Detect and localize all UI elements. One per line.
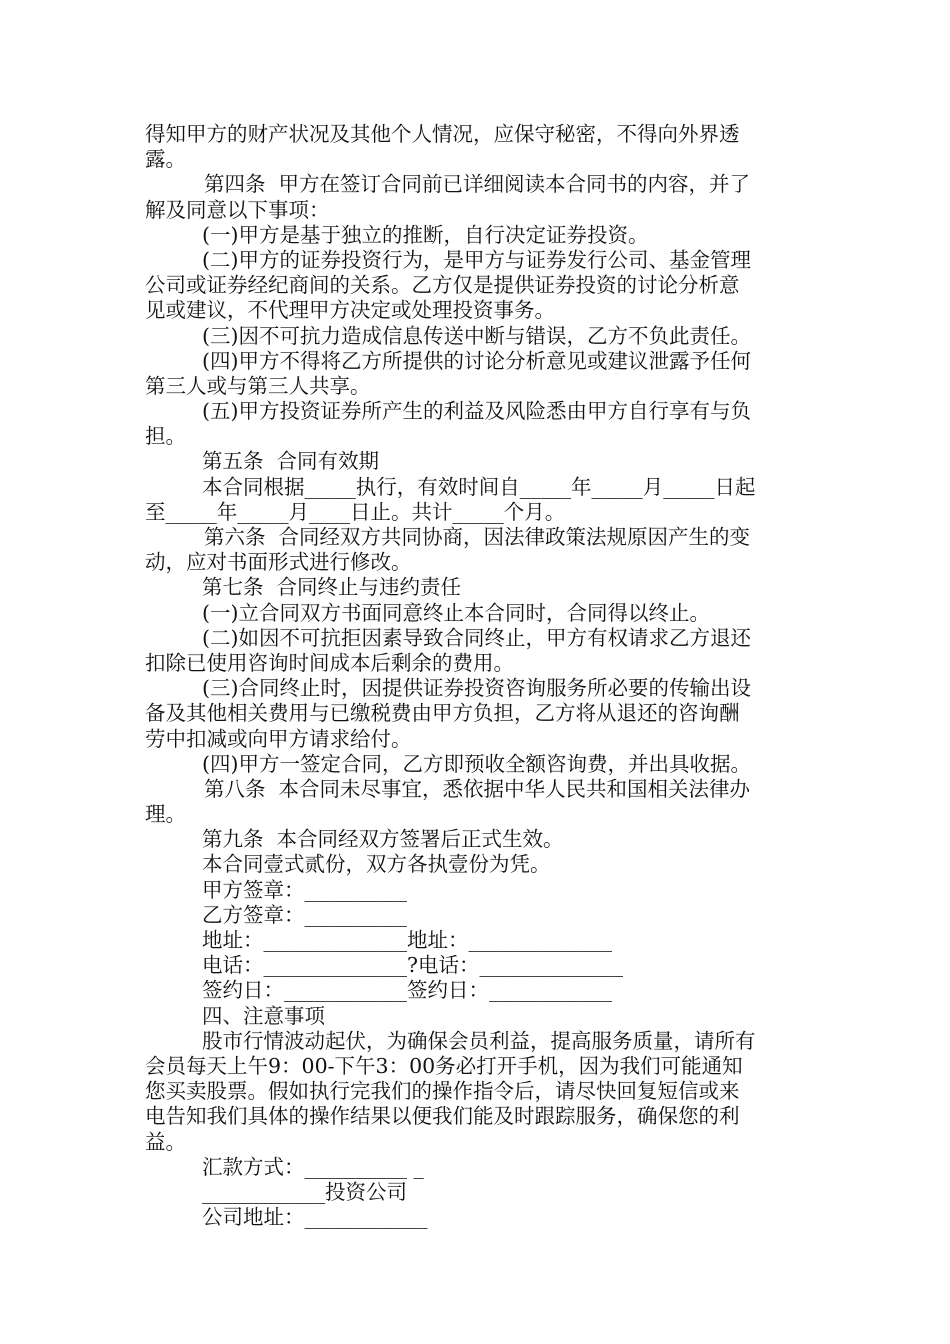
contract-body [145, 122, 810, 1230]
text-line: 本合同壹式贰份，双方各执壹份为凭。 [202, 852, 551, 877]
text-line: (三)合同终止时，因提供证券投资咨询服务所必要的传输出设 [202, 676, 751, 701]
text-line: 见或建议，不代理甲方决定或处理投资事务。 [145, 298, 555, 323]
text-line: 地址：______________地址：______________ [202, 928, 612, 952]
text-line: 劳中扣减或向甲方请求给付。 [145, 726, 412, 751]
text-line: 签约日：____________签约日：____________ [202, 978, 612, 1003]
text-line: ____________投资公司 [202, 1179, 407, 1204]
text-line: (二)如因不可抗拒因素导致合同终止，甲方有权请求乙方退还 [202, 625, 751, 650]
text-line: 露。 [145, 147, 186, 172]
text-line: 四、注意事项 [202, 1003, 325, 1028]
text-line: (三)因不可抗力造成信息传送中断与错误，乙方不负此责任。 [202, 323, 751, 348]
text-line: 备及其他相关费用与已缴税费由甲方负担，乙方将从退还的咨询酬 [145, 701, 740, 726]
text-line: 公司地址：____________ [202, 1205, 428, 1230]
text-line: 得知甲方的财产状况及其他个人情况，应保守秘密，不得向外界透 [145, 122, 740, 146]
text-line: 扣除已使用咨询时间成本后剩余的费用。 [145, 650, 514, 675]
text-line: (一)立合同双方书面同意终止本合同时，合同得以终止。 [202, 600, 710, 625]
text-line: (一)甲方是基于独立的推断，自行决定证券投资。 [202, 222, 649, 247]
text-line: (二)甲方的证券投资行为，是甲方与证券发行公司、基金管理 [202, 247, 751, 272]
text-line: 甲方签章：__________ [202, 877, 407, 902]
text-line: 电话：______________?电话：______________ [202, 953, 623, 978]
text-line: 解及同意以下事项： [145, 197, 330, 222]
text-line: 股市行情波动起伏，为确保会员利益，提高服务质量，请所有 [202, 1028, 756, 1053]
text-line: 第八条 本合同未尽事宜，悉依据中华人民共和国相关法律办 [204, 776, 751, 801]
text-line: 电告知我们具体的操作结果以便我们能及时跟踪服务，确保您的利 [145, 1104, 740, 1129]
text-line: 益。 [145, 1129, 186, 1154]
text-line: 您买卖股票。假如执行完我们的操作指令后，请尽快回复短信或来 [145, 1079, 740, 1104]
text-line: (四)甲方不得将乙方所提供的讨论分析意见或建议泄露予任何 [202, 348, 751, 373]
text-line: (五)甲方投资证券所产生的利益及风险悉由甲方自行享有与负 [202, 399, 751, 424]
text-line: 本合同根据_____执行，有效时间自_____年_____月_____日起 [202, 474, 756, 499]
text-line: 至_____年_____月____日止。共计_____个月。 [145, 499, 566, 524]
text-line: 乙方签章：__________ [202, 902, 407, 927]
text-line: 第六条 合同经双方共同协商，因法律政策法规原因产生的变 [204, 525, 751, 549]
text-line: 担。 [145, 424, 186, 449]
text-line: 第五条 合同有效期 [202, 449, 380, 474]
text-line: 公司或证券经纪商间的关系。乙方仅是提供证券投资的讨论分析意 [145, 273, 740, 298]
text-line: 会员每天上午9：00-下午3：00务必打开手机，因为我们可能通知 [145, 1053, 743, 1078]
text-line: 第四条 甲方在签订合同前已详细阅读本合同书的内容，并了 [204, 172, 751, 197]
text-line: 第三人或与第三人共享。 [145, 373, 371, 398]
text-line: (四)甲方一签定合同，乙方即预收全额咨询费，并出具收据。 [202, 751, 751, 776]
text-line: 第七条 合同终止与违约责任 [202, 575, 462, 600]
text-line: 第九条 本合同经双方签署后正式生效。 [202, 827, 564, 852]
text-line: 动，应对书面形式进行修改。 [145, 550, 412, 575]
text-line: 理。 [145, 802, 186, 827]
text-line: 汇款方式：__________ _ [202, 1154, 424, 1179]
